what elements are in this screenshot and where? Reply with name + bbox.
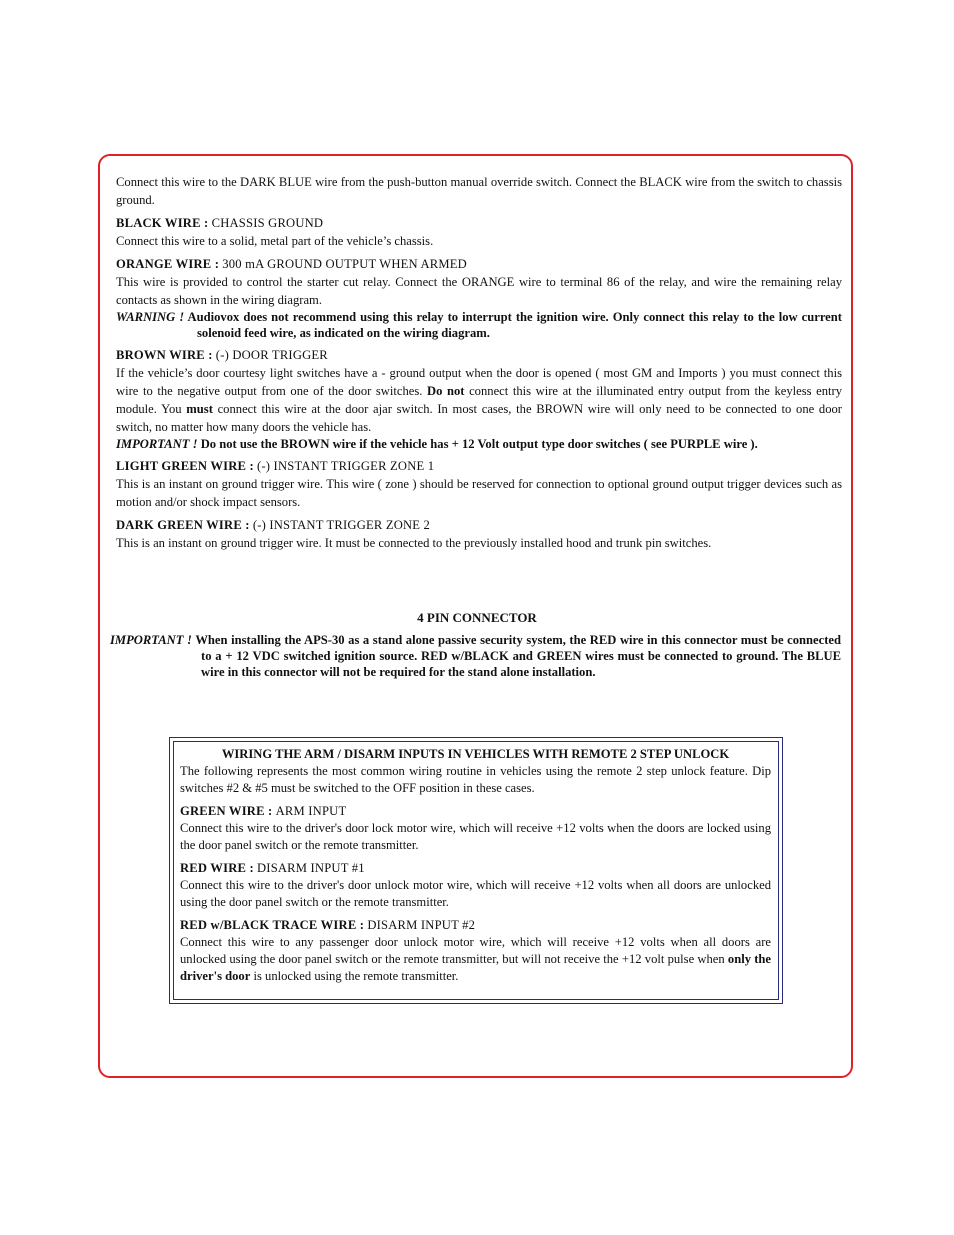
brown-text-part: connect this wire at the illuminated entry output from the keyless entry module. You [116,384,842,416]
red-black-wire-label: RED w/BLACK TRACE WIRE : [180,918,365,932]
brown-wire-important [116,436,842,452]
orange-wire-label: ORANGE WIRE : [116,257,220,271]
black-wire-label: BLACK WIRE : [116,216,209,230]
red-wire-text: Connect this wire to the driver's door unlock motor wire, which will receive +12 volts when all doors are unlocked using the door panel switch or the remote transmitter. [180,878,771,909]
connector-important-label: IMPORTANT ! [110,633,192,647]
green-wire-label: GREEN WIRE : [180,804,273,818]
warning-text: Audiovox does not recommend using this relay to interrupt the ignition wire. Only connect this relay to the low current solenoid feed wire, as indicated on the wiring diagram. [187,310,842,340]
red-wire-function: DISARM INPUT #1 [257,861,365,875]
brown-wire-label: BROWN WIRE : [116,348,213,362]
green-wire-function: ARM INPUT [275,804,347,818]
light-green-wire-function: (-) INSTANT TRIGGER ZONE 1 [257,459,435,473]
connector-important-note [110,632,841,680]
green-wire-heading [180,803,771,820]
red-wire-label: RED WIRE : [180,861,254,875]
connector-important-text: When installing the APS-30 as a stand alone passive security system, the RED wire in this connector must be connected to a + 12 VDC switched ignition source. RED w/BLACK and GREEN wires must be connected to ground. The BLUE wire in this connector will not be required for the stand alone installation. [195,633,841,679]
dark-green-wire-text: This is an instant on ground trigger wire. It must be connected to the previously installed hood and trunk pin switches. [116,536,712,550]
brown-bold-part: Do not [427,384,465,398]
red-black-text-part: Connect this wire to any passenger door unlock motor wire, which will receive +12 volts when all doors are unlocked using the door panel switch or the remote transmitter, but will not receive the +12 volt pulse when [180,935,771,966]
box-intro: The following represents the most common wiring routine in vehicles using the remote 2 step unlock feature. Dip switches #2 & #5 must be switched to the OFF position in these cases. [180,764,771,795]
black-wire-text: Connect this wire to a solid, metal part of the vehicle’s chassis. [116,234,434,248]
brown-wire-function: (-) DOOR TRIGGER [215,348,328,362]
important-text: Do not use the BROWN wire if the vehicle has + 12 Volt output type door switches ( see PURPLE wire ). [200,437,758,451]
brown-text-part: If the vehicle’s door courtesy light switches have a - ground output when the door is opened ( most GM and Imports ) you must connect this wire to the negative output from one of the door switches. [116,366,842,398]
important-label: IMPORTANT ! [116,437,198,451]
brown-wire-text [116,364,842,436]
dark-green-wire-label: DARK GREEN WIRE : [116,518,250,532]
red-black-bold-part: only the driver's door [180,952,771,983]
orange-wire-text: This wire is provided to control the starter cut relay. Connect the ORANGE wire to terminal 86 of the relay, and wire the remaining relay contacts as shown in the wiring diagram. [116,275,842,307]
light-green-wire-label: LIGHT GREEN WIRE : [116,459,254,473]
black-wire-function: CHASSIS GROUND [211,216,324,230]
orange-wire-function: 300 mA GROUND OUTPUT WHEN ARMED [222,257,467,271]
brown-bold-part: must [186,402,213,416]
arm-disarm-box [180,746,771,985]
intro-paragraph: Connect this wire to the DARK BLUE wire from the push-button manual override switch. Connect the BLACK wire from the switch to chassis ground. [116,175,842,207]
orange-wire-warning [116,309,842,341]
red-black-wire-function: DISARM INPUT #2 [367,918,476,932]
warning-label: WARNING ! [116,310,185,324]
red-black-wire-text [180,934,771,985]
light-green-wire-heading [116,457,842,475]
black-wire-heading [116,214,842,232]
brown-wire-heading [116,346,842,364]
brown-text-part: connect this wire at the door ajar switch. In most cases, the BROWN wire will only need to be connected to one door switch, no matter how many doors the vehicle has. [116,402,842,434]
connector-title: 4 PIN CONNECTOR [417,610,537,625]
dark-green-wire-heading [116,516,842,534]
red-black-text-part: is unlocked using the remote transmitter. [253,969,459,983]
green-wire-text: Connect this wire to the driver's door lock motor wire, which will receive +12 volts when the doors are locked using the door panel switch or the remote transmitter. [180,821,771,852]
box-title: WIRING THE ARM / DISARM INPUTS IN VEHICLES WITH REMOTE 2 STEP UNLOCK [221,747,730,761]
red-black-wire-heading [180,917,771,934]
orange-wire-heading [116,255,842,273]
dark-green-wire-function: (-) INSTANT TRIGGER ZONE 2 [252,518,431,532]
red-wire-heading [180,860,771,877]
wire-descriptions [116,173,842,552]
light-green-wire-text: This is an instant on ground trigger wire. This wire ( zone ) should be reserved for connection to optional ground output trigger devices such as motion and/or shock impact sensors. [116,477,842,509]
